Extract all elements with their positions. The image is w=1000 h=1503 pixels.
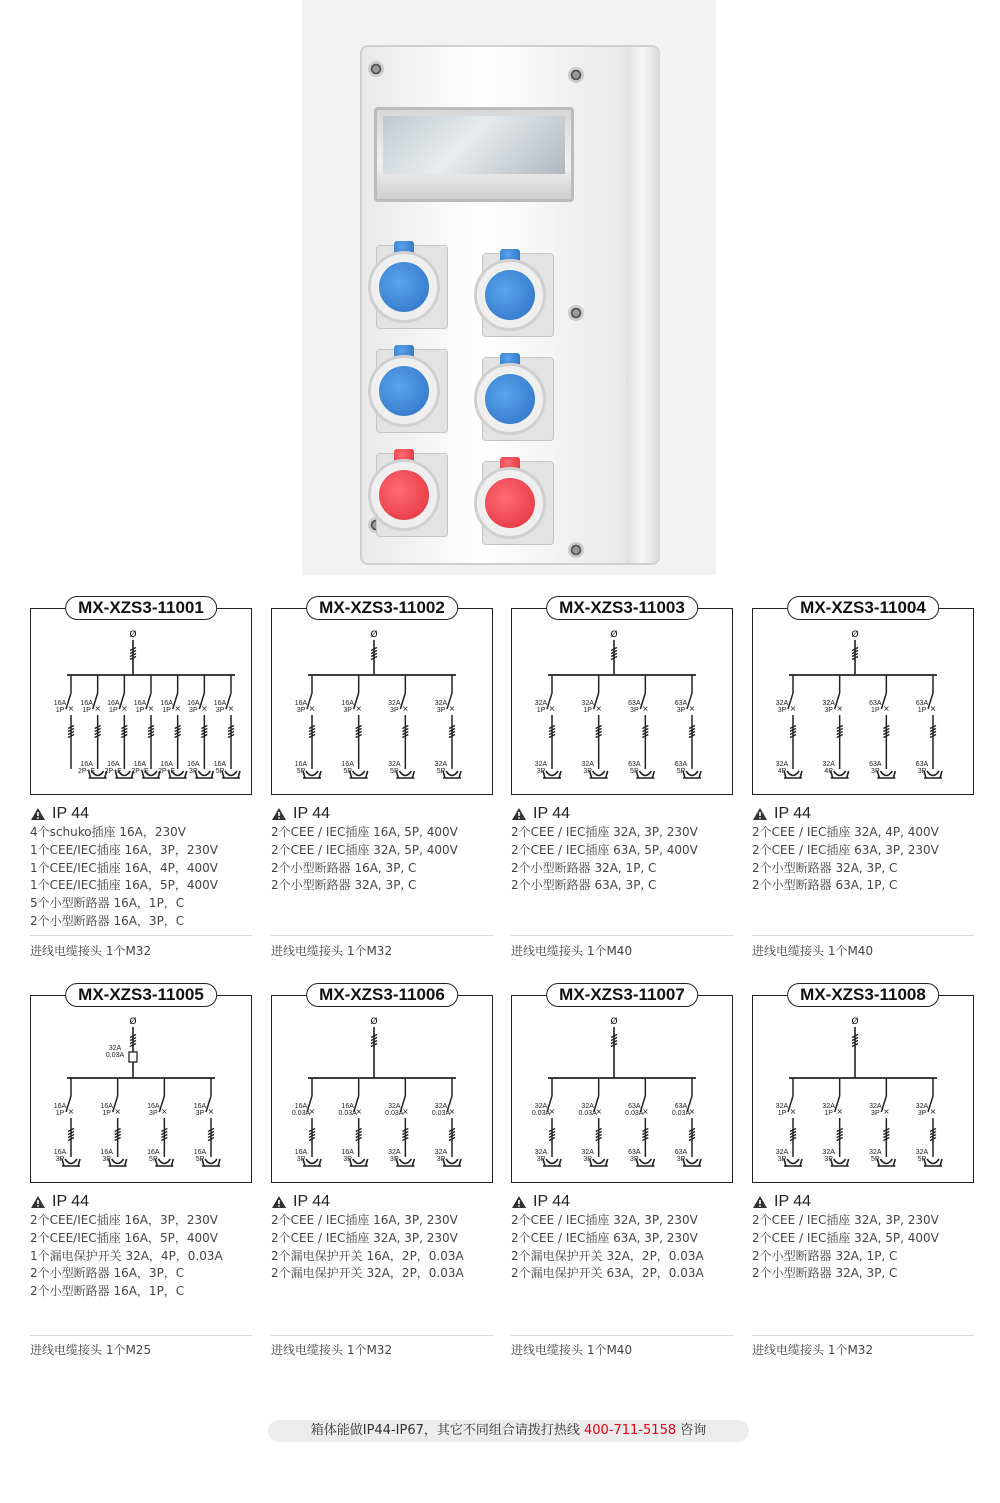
socket-label: 32A 5P — [434, 761, 448, 775]
breaker-label: 32A 3P — [775, 700, 789, 714]
model-title: MX-XZS3-11002 — [306, 596, 458, 620]
socket-label: 16A 2P+E — [131, 761, 149, 775]
spec-item: 2个小型断路器 16A，1P，C — [30, 1284, 185, 1299]
socket-symbol — [590, 1159, 608, 1166]
warning-icon — [752, 1195, 768, 1209]
socket-label: 63A 5P — [674, 761, 688, 775]
socket-symbol — [222, 771, 240, 778]
divider — [511, 1335, 733, 1336]
ip-rating-text: IP 44 — [52, 805, 90, 822]
spec-item: 2个CEE / IEC插座 32A, 4P, 400V — [752, 825, 939, 839]
screw-icon — [568, 67, 584, 83]
breaker-label: 32A 0.03A — [431, 1103, 451, 1117]
spec-item: 2个CEE / IEC插座 63A, 3P, 230V — [511, 1230, 698, 1245]
breaker-x-mark: × — [688, 704, 696, 713]
spec-list — [30, 1212, 223, 1301]
breaker-label: 32A 3P — [822, 700, 835, 714]
rcd-main-label: 32A 0.03A — [105, 1045, 125, 1059]
socket-label: 16A 3P — [294, 1149, 308, 1163]
spec-list — [752, 824, 939, 895]
breaker-x-mark: × — [929, 1107, 937, 1116]
cable-gland-info: 进线电缆接头 1个M32 — [752, 1343, 874, 1357]
socket-label: 32A 3P — [434, 1149, 448, 1163]
socket-label: 32A 3P — [822, 1149, 835, 1163]
socket-symbol — [543, 1159, 561, 1166]
hotline-number[interactable]: 400-711-5158 — [584, 1423, 677, 1438]
breaker-x-mark: × — [448, 1107, 456, 1116]
schematic-svg — [31, 996, 251, 1182]
spec-item: 2个CEE / IEC插座 32A, 3P, 230V — [511, 825, 698, 839]
spec-item: 2个漏电保护开关 32A，2P，0.03A — [511, 1248, 704, 1263]
socket-label: 16A 3P — [53, 1149, 67, 1163]
wiring-diagram — [271, 995, 493, 1183]
wiring-diagram — [511, 995, 733, 1183]
socket-label: 32A 5P — [869, 1149, 882, 1163]
breaker-x-mark: × — [308, 704, 316, 713]
phase-symbol: Ø — [129, 1017, 137, 1027]
socket-symbol — [396, 1159, 414, 1166]
ip-rating-text: IP 44 — [533, 805, 571, 822]
warning-icon — [511, 1195, 527, 1209]
schematic-svg — [753, 996, 973, 1182]
wiring-diagram — [30, 995, 252, 1183]
breaker-label: 16A 1P — [53, 1103, 67, 1117]
screw-icon — [568, 305, 584, 321]
socket-symbol — [350, 771, 368, 778]
spec-item: 2个小型断路器 32A, 3P, C — [752, 1266, 898, 1281]
breaker-label: 32A 0.03A — [578, 1103, 597, 1117]
socket-label: 16A 2P+E — [158, 761, 176, 775]
wiring-diagram — [271, 608, 493, 795]
spec-item: 2个小型断路器 32A, 3P, C — [752, 860, 898, 875]
breaker-label: 63A 0.03A — [625, 1103, 644, 1117]
breaker-label: 16A 1P — [100, 1103, 113, 1117]
breaker-x-mark: × — [120, 704, 128, 713]
spec-item: 2个小型断路器 16A, 3P, C — [271, 860, 417, 875]
footer-suffix: 咨询 — [676, 1423, 707, 1438]
spec-item: 2个小型断路器 32A, 3P, C — [271, 878, 417, 893]
socket-label: 16A 3P — [341, 1149, 354, 1163]
model-title: MX-XZS3-11007 — [546, 983, 698, 1007]
ip-rating — [752, 805, 811, 823]
warning-icon — [30, 807, 46, 821]
breaker-label: 16A 1P — [53, 700, 67, 714]
socket-label: 16A 5P — [213, 761, 227, 775]
socket-symbol — [202, 1159, 220, 1166]
spec-item: 2个CEE/IEC插座 16A，3P，230V — [30, 1213, 218, 1227]
socket-symbol — [195, 771, 213, 778]
wiring-diagram — [752, 608, 974, 795]
warning-icon — [271, 1195, 287, 1209]
breaker-label: 16A 3P — [213, 700, 227, 714]
cable-gland-info: 进线电缆接头 1个M40 — [752, 944, 874, 958]
divider — [271, 935, 493, 936]
socket-symbol — [109, 1159, 127, 1166]
breaker-label: 32A 3P — [915, 1103, 929, 1117]
wiring-diagram — [752, 995, 974, 1183]
phase-symbol: Ø — [610, 1017, 618, 1027]
breaker-x-mark: × — [355, 1107, 363, 1116]
model-title: MX-XZS3-11003 — [546, 596, 698, 620]
divider — [30, 935, 252, 936]
socket-label: 32A 3P — [534, 1149, 548, 1163]
socket-label: 32A 3P — [775, 1149, 789, 1163]
socket-label: 63A 5P — [628, 761, 641, 775]
socket-label: 63A 3P — [869, 761, 882, 775]
breaker-x-mark: × — [160, 1107, 168, 1116]
breaker-x-mark: × — [882, 1107, 890, 1116]
model-title: MX-XZS3-11005 — [65, 983, 217, 1007]
breaker-label: 16A 3P — [341, 700, 354, 714]
socket-label: 63A 3P — [628, 1149, 641, 1163]
spec-list — [271, 1212, 464, 1283]
model-title: MX-XZS3-11004 — [787, 596, 939, 620]
socket-symbol — [683, 1159, 701, 1166]
spec-item: 2个小型断路器 32A, 1P, C — [511, 860, 657, 875]
phase-symbol: Ø — [851, 1017, 859, 1027]
socket-label: 32A 4P — [775, 761, 789, 775]
ip-rating — [271, 805, 330, 823]
cable-gland-info: 进线电缆接头 1个M32 — [271, 944, 393, 958]
spec-item: 2个小型断路器 16A，3P，C — [30, 1266, 185, 1281]
ip-rating-text: IP 44 — [293, 1193, 331, 1210]
socket-label: 16A 5P — [193, 1149, 207, 1163]
ip-rating-text: IP 44 — [774, 1193, 812, 1210]
socket-blue — [474, 249, 558, 339]
spec-item: 2个CEE / IEC插座 63A, 3P, 230V — [752, 842, 939, 857]
ip-rating — [30, 805, 89, 823]
breaker-label: 32A 1P — [822, 1103, 835, 1117]
spec-item: 2个小型断路器 63A, 3P, C — [511, 878, 657, 893]
socket-label: 32A 5P — [388, 761, 401, 775]
breaker-label: 16A 3P — [294, 700, 308, 714]
breaker-label: 32A 0.03A — [385, 1103, 404, 1117]
breaker-x-mark: × — [308, 1107, 316, 1116]
breaker-label: 16A 3P — [147, 1103, 160, 1117]
socket-symbol — [877, 1159, 895, 1166]
breaker-x-mark: × — [548, 704, 556, 713]
breaker-label: 16A 3P — [193, 1103, 207, 1117]
breaker-x-mark: × — [174, 704, 182, 713]
socket-label: 16A 2P+E — [78, 761, 96, 775]
socket-label: 16A 3P — [187, 761, 200, 775]
spec-item: 1个CEE/IEC插座 16A，4P，400V — [30, 860, 218, 875]
socket-symbol — [543, 771, 561, 778]
spec-item: 1个CEE/IEC插座 16A，5P，400V — [30, 878, 218, 893]
breaker-window — [374, 107, 574, 202]
ip-rating-text: IP 44 — [533, 1193, 571, 1210]
socket-symbol — [636, 771, 654, 778]
ip-rating — [30, 1193, 89, 1211]
schematic-svg — [512, 609, 732, 794]
socket-label: 16A 5P — [147, 1149, 160, 1163]
socket-red — [368, 449, 452, 539]
breaker-label: 63A 3P — [674, 700, 688, 714]
schematic-svg — [272, 996, 492, 1182]
schematic-svg — [31, 609, 251, 794]
spec-item: 2个CEE/IEC插座 16A，5P，400V — [30, 1230, 218, 1245]
ip-rating-text: IP 44 — [293, 805, 331, 822]
spec-item: 4个schuko插座 16A，230V — [30, 825, 186, 839]
breaker-label: 63A 3P — [628, 700, 641, 714]
breaker-label: 32A 0.03A — [531, 1103, 551, 1117]
ip-rating-text: IP 44 — [774, 805, 812, 822]
spec-item: 2个CEE / IEC插座 32A, 5P, 400V — [752, 1230, 939, 1245]
socket-symbol — [350, 1159, 368, 1166]
socket-symbol — [877, 771, 895, 778]
breaker-x-mark: × — [641, 1107, 649, 1116]
spec-item: 2个漏电保护开关 32A，2P，0.03A — [271, 1266, 464, 1281]
socket-label: 32A 3P — [581, 761, 594, 775]
socket-symbol — [831, 1159, 849, 1166]
spec-item: 1个CEE/IEC插座 16A，3P，230V — [30, 842, 218, 857]
socket-blue — [368, 241, 452, 331]
breaker-x-mark: × — [688, 1107, 696, 1116]
socket-label: 16A 2P+E — [104, 761, 122, 775]
hotline-banner — [268, 1420, 749, 1442]
socket-label: 32A 4P — [822, 761, 835, 775]
divider — [30, 1335, 252, 1336]
socket-label: 63A 3P — [674, 1149, 688, 1163]
socket-symbol — [924, 1159, 942, 1166]
schematic-svg — [753, 609, 973, 794]
rcd-main-symbol — [129, 1052, 137, 1062]
breaker-x-mark: × — [114, 1107, 122, 1116]
breaker-x-mark: × — [595, 704, 603, 713]
breaker-label: 63A 0.03A — [671, 1103, 691, 1117]
socket-blue — [368, 345, 452, 435]
socket-label: 16A 5P — [341, 761, 354, 775]
socket-red — [474, 457, 558, 547]
phase-symbol: Ø — [370, 630, 378, 640]
breaker-x-mark: × — [789, 1107, 797, 1116]
spec-item: 2个CEE / IEC插座 16A, 3P, 230V — [271, 1213, 458, 1227]
divider — [271, 1335, 493, 1336]
breaker-x-mark: × — [836, 704, 844, 713]
breaker-x-mark: × — [401, 1107, 409, 1116]
socket-label: 32A 3P — [534, 761, 548, 775]
socket-label: 16A 3P — [100, 1149, 113, 1163]
model-title: MX-XZS3-11001 — [65, 596, 217, 620]
socket-blue — [474, 353, 558, 443]
breaker-label: 32A 3P — [434, 700, 448, 714]
breaker-x-mark: × — [67, 1107, 75, 1116]
phase-symbol: Ø — [370, 1017, 378, 1027]
breaker-x-mark: × — [789, 704, 797, 713]
breaker-label: 32A 1P — [534, 700, 548, 714]
socket-label: 32A 5P — [915, 1149, 929, 1163]
product-image — [302, 0, 716, 575]
socket-label: 16A 5P — [294, 761, 308, 775]
breaker-x-mark: × — [355, 704, 363, 713]
breaker-label: 16A 0.03A — [338, 1103, 357, 1117]
breaker-label: 63A 1P — [915, 700, 929, 714]
cable-gland-info: 进线电缆接头 1个M40 — [511, 944, 633, 958]
spec-item: 2个CEE / IEC插座 63A, 5P, 400V — [511, 842, 698, 857]
breaker-x-mark: × — [200, 704, 208, 713]
spec-item: 2个CEE / IEC插座 32A, 3P, 230V — [511, 1213, 698, 1227]
socket-symbol — [784, 1159, 802, 1166]
socket-symbol — [590, 771, 608, 778]
divider — [511, 935, 733, 936]
breaker-label: 32A 1P — [581, 700, 594, 714]
breaker-x-mark: × — [401, 704, 409, 713]
model-title: MX-XZS3-11006 — [306, 983, 458, 1007]
cable-gland-info: 进线电缆接头 1个M32 — [30, 944, 152, 958]
socket-symbol — [303, 1159, 321, 1166]
breaker-x-mark: × — [882, 704, 890, 713]
breaker-x-mark: × — [147, 704, 155, 713]
spec-item: 2个小型断路器 16A，3P，C — [30, 913, 185, 928]
breaker-x-mark: × — [94, 704, 102, 713]
breaker-label: 63A 1P — [869, 700, 882, 714]
breaker-label: 32A 3P — [869, 1103, 882, 1117]
divider — [752, 1335, 974, 1336]
breaker-label: 32A 1P — [775, 1103, 789, 1117]
socket-label: 32A 3P — [388, 1149, 401, 1163]
spec-item: 2个CEE / IEC插座 16A, 5P, 400V — [271, 825, 458, 839]
wiring-diagram — [511, 608, 733, 795]
spec-item: 1个漏电保护开关 32A，4P，0.03A — [30, 1248, 223, 1263]
socket-symbol — [62, 1159, 80, 1166]
warning-icon — [752, 807, 768, 821]
cable-gland-info: 进线电缆接头 1个M40 — [511, 1343, 633, 1357]
ip-rating — [511, 1193, 570, 1211]
spec-item: 2个漏电保护开关 16A，2P，0.03A — [271, 1248, 464, 1263]
divider — [752, 935, 974, 936]
breaker-x-mark: × — [929, 704, 937, 713]
breaker-x-mark: × — [448, 704, 456, 713]
breaker-label: 16A 1P — [107, 700, 120, 714]
cable-gland-info: 进线电缆接头 1个M32 — [271, 1343, 393, 1357]
socket-symbol — [396, 771, 414, 778]
model-title: MX-XZS3-11008 — [787, 983, 939, 1007]
spec-item: 2个CEE / IEC插座 32A, 3P, 230V — [752, 1213, 939, 1227]
breaker-label: 16A 3P — [187, 700, 200, 714]
spec-item: 2个小型断路器 63A, 1P, C — [752, 878, 898, 893]
breaker-x-mark: × — [836, 1107, 844, 1116]
phase-symbol: Ø — [851, 630, 859, 640]
spec-item: 2个漏电保护开关 63A，2P，0.03A — [511, 1266, 704, 1281]
spec-item: 2个CEE / IEC插座 32A, 3P, 230V — [271, 1230, 458, 1245]
spec-list — [752, 1212, 939, 1283]
breaker-label: 16A 0.03A — [291, 1103, 311, 1117]
wiring-diagram — [30, 608, 252, 795]
socket-symbol — [784, 771, 802, 778]
footer-text: 箱体能做IP44-IP67，其它不同组合请拨打热线 — [310, 1423, 585, 1438]
spec-item: 5个小型断路器 16A，1P，C — [30, 896, 185, 911]
socket-symbol — [924, 771, 942, 778]
socket-symbol — [443, 771, 461, 778]
phase-symbol: Ø — [610, 630, 618, 640]
spec-item: 2个小型断路器 32A, 1P, C — [752, 1248, 898, 1263]
breaker-x-mark: × — [227, 704, 235, 713]
spec-list — [511, 824, 698, 895]
breaker-label: 16A 1P — [160, 700, 173, 714]
spec-item: 2个CEE / IEC插座 32A, 5P, 400V — [271, 842, 458, 857]
distribution-box — [360, 45, 660, 565]
ip-rating-text: IP 44 — [52, 1193, 90, 1210]
breaker-x-mark: × — [67, 704, 75, 713]
socket-symbol — [831, 771, 849, 778]
ip-rating — [752, 1193, 811, 1211]
spec-list — [511, 1212, 704, 1283]
breaker-label: 16A 1P — [133, 700, 147, 714]
breaker-x-mark: × — [595, 1107, 603, 1116]
socket-symbol — [636, 1159, 654, 1166]
screw-icon — [568, 542, 584, 558]
breaker-x-mark: × — [548, 1107, 556, 1116]
warning-icon — [271, 807, 287, 821]
warning-icon — [511, 807, 527, 821]
breaker-label: 16A 1P — [80, 700, 93, 714]
socket-label: 32A 3P — [581, 1149, 594, 1163]
spec-list — [30, 824, 218, 931]
ip-rating — [511, 805, 570, 823]
breaker-x-mark: × — [207, 1107, 215, 1116]
ip-rating — [271, 1193, 330, 1211]
warning-icon — [30, 1195, 46, 1209]
breaker-x-mark: × — [641, 704, 649, 713]
socket-label: 63A 3P — [915, 761, 929, 775]
schematic-svg — [272, 609, 492, 794]
breaker-label: 32A 3P — [388, 700, 401, 714]
socket-symbol — [683, 771, 701, 778]
schematic-svg — [512, 996, 732, 1182]
screw-icon — [368, 61, 384, 77]
spec-list — [271, 824, 458, 895]
socket-symbol — [303, 771, 321, 778]
socket-symbol — [155, 1159, 173, 1166]
cable-gland-info: 进线电缆接头 1个M25 — [30, 1343, 152, 1357]
phase-symbol: Ø — [129, 630, 137, 640]
socket-symbol — [443, 1159, 461, 1166]
